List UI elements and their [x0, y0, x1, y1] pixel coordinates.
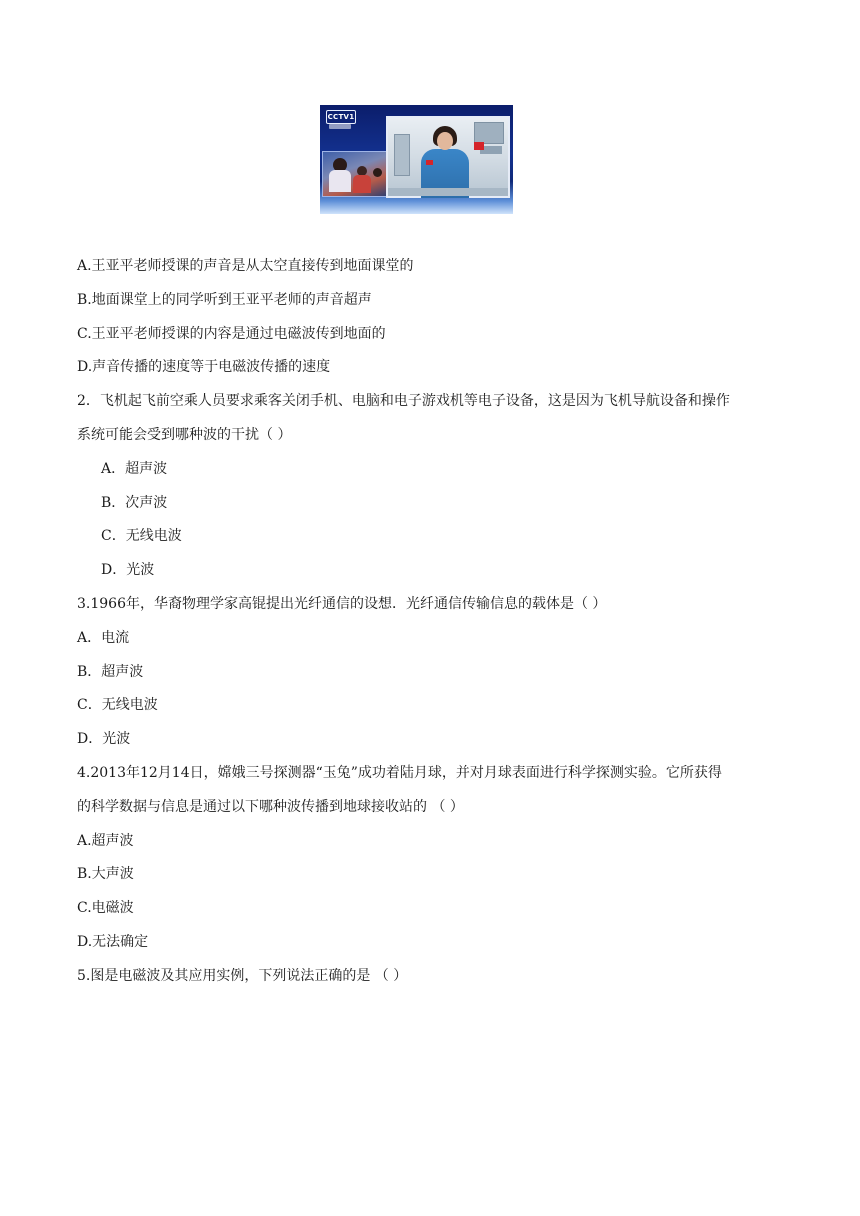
q4-option-d: D.无法确定 [77, 934, 149, 950]
q1-option-b: B.地面课堂上的同学听到王亚平老师的声音超声 [77, 292, 372, 308]
logo-subtitle-mark [329, 124, 351, 129]
q1-option-d: D.声音传播的速度等于电磁波传播的速度 [77, 359, 331, 375]
space-lecture-photo [320, 105, 513, 214]
q4-option-b: B.大声波 [77, 866, 134, 882]
q4-option-c: C.电磁波 [77, 900, 134, 916]
q2-stem-line1: 2．飞机起飞前空乘人员要求乘客关闭手机、电脑和电子游戏机等电子设备，这是因为飞机导航设备和操作 [77, 393, 730, 409]
q2-option-c: C．无线电波 [101, 528, 182, 544]
q1-option-c: C.王亚平老师授课的内容是通过电磁波传到地面的 [77, 326, 386, 342]
classroom-students-inset [322, 151, 388, 197]
q4-option-a: A.超声波 [77, 833, 134, 849]
q3-option-b: B．超声波 [77, 664, 144, 680]
q1-option-a: A.王亚平老师授课的声音是从太空直接传到地面课堂的 [77, 258, 414, 274]
cctv-logo: CCTV1 [326, 110, 356, 124]
q2-option-d: D．光波 [101, 562, 155, 578]
q3-option-d: D．光波 [77, 731, 131, 747]
q2-option-a: A．超声波 [101, 461, 168, 477]
q4-stem-line2: 的科学数据与信息是通过以下哪种波传播到地球接收站的 （ ） [77, 799, 464, 815]
q3-option-c: C．无线电波 [77, 697, 158, 713]
q4-stem-line1: 4.2013年12月14日，嫦娥三号探测器“玉兔”成功着陆月球，并对月球表面进行科学探测实验。它所获得 [77, 765, 722, 781]
q5-stem: 5.图是电磁波及其应用实例，下列说法正确的是 （ ） [77, 968, 408, 984]
space-station-inset [386, 116, 510, 198]
q2-option-b: B．次声波 [101, 495, 168, 511]
q2-stem-line2: 系统可能会受到哪种波的干扰（ ） [77, 427, 292, 443]
q3-stem: 3.1966年，华裔物理学家高锟提出光纤通信的设想．光纤通信传输信息的载体是（ ） [77, 596, 607, 612]
flag-icon [474, 142, 484, 150]
q3-option-a: A．电流 [77, 630, 130, 646]
